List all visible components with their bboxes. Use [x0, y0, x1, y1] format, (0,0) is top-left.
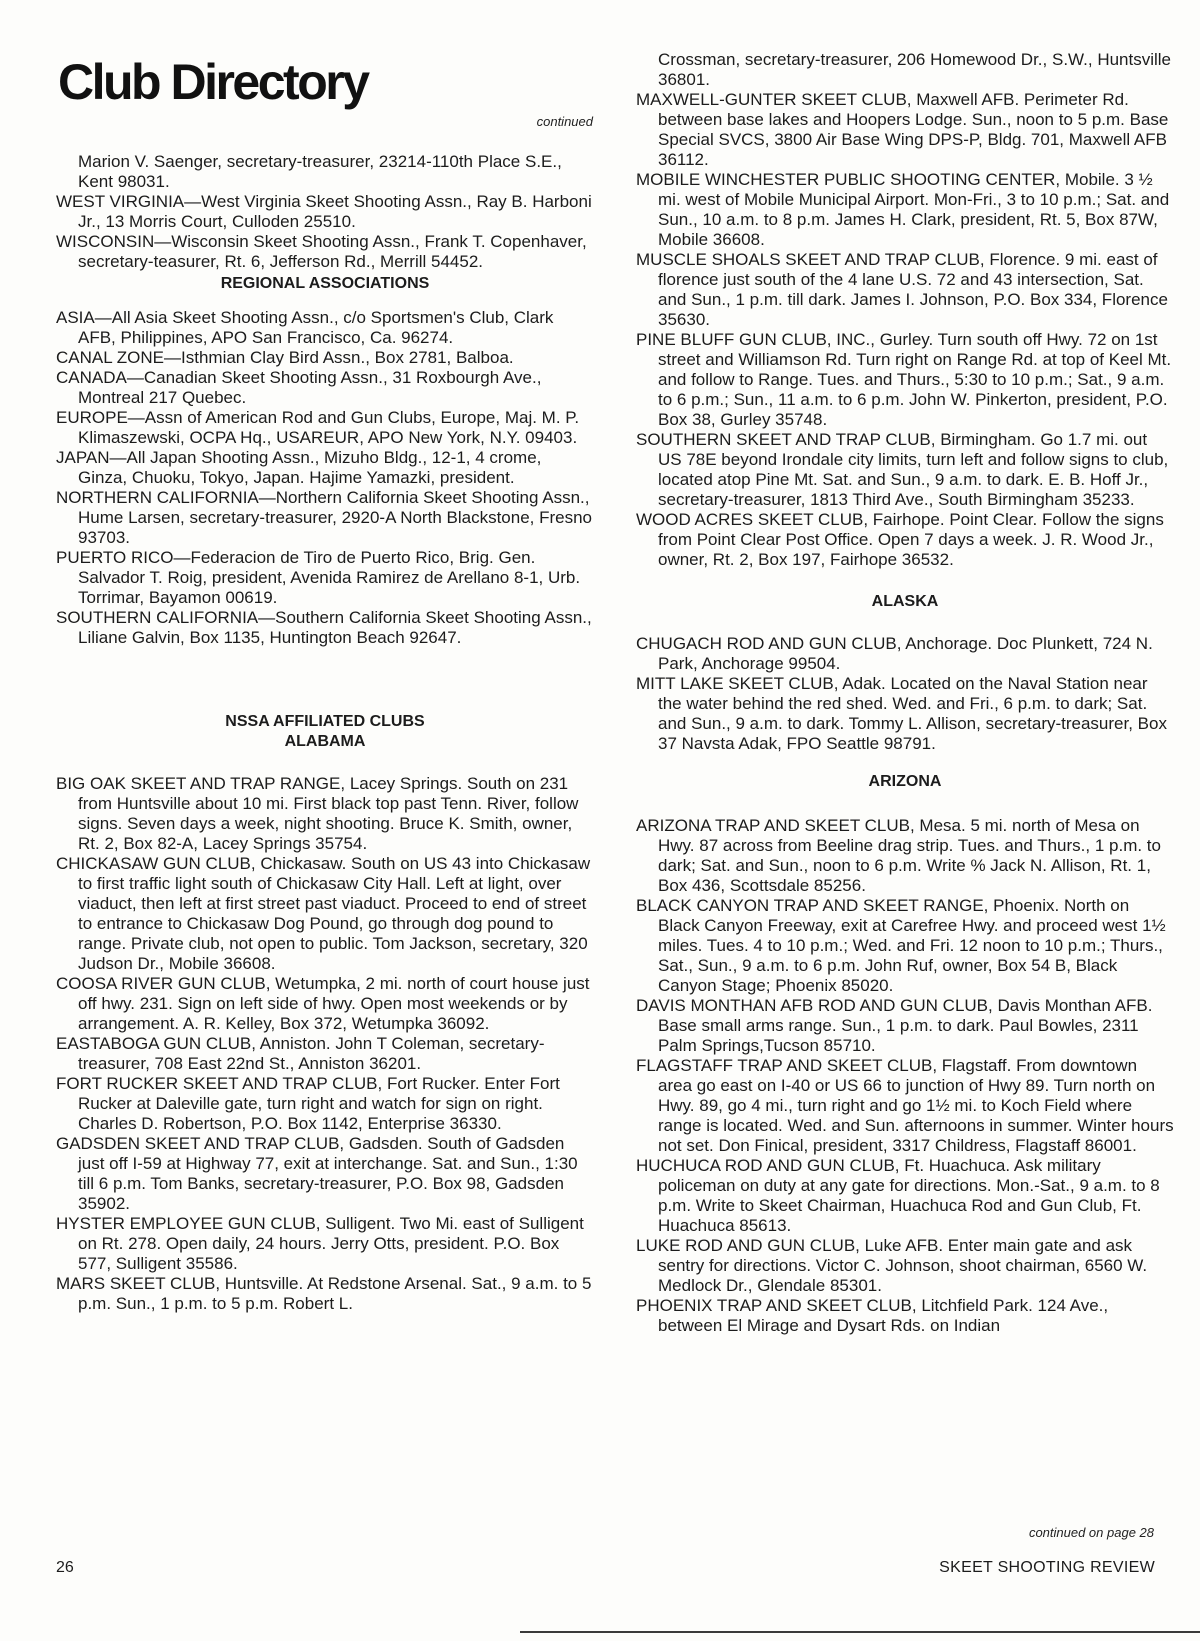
directory-entry: GADSDEN SKEET AND TRAP CLUB, Gadsden. South of Gadsden just off I-59 at Highway 77, exit at interchange. Sat. and Sun., 1:30 till 6 p.m. Tom Banks, secretary-treasurer, P.O. Box 98, Gadsden 35902.	[56, 1134, 578, 1213]
directory-entry: HUCHUCA ROD AND GUN CLUB, Ft. Huachuca. Ask military policeman on duty at any gate for directions. Mon.-Sat., 9 a.m. to 8 p.m. Write to Skeet Chairman, Huachuca Rod and Gun Club, Ft. Huachuca 85613.	[636, 1156, 1160, 1235]
directory-entry: CANAL ZONE—Isthmian Clay Bird Assn., Box 2781, Balboa.	[56, 348, 514, 367]
directory-entry: NORTHERN CALIFORNIA—Northern California Skeet Shooting Assn., Hume Larsen, secretary-treasurer, 2920-A North Blackstone, Fresno 93703.	[56, 488, 593, 547]
directory-entry: CHUGACH ROD AND GUN CLUB, Anchorage. Doc Plunkett, 724 N. Park, Anchorage 99504.	[636, 634, 1153, 673]
directory-entry: JAPAN—All Japan Shooting Assn., Mizuho Bldg., 12-1, 4 crome, Ginza, Chuoku, Tokyo, Japan. Hajime Yamazki, president.	[56, 448, 542, 487]
section-heading-affiliated: NSSA AFFILIATED CLUBS	[225, 713, 425, 730]
directory-entry: FORT RUCKER SKEET AND TRAP CLUB, Fort Rucker. Enter Fort Rucker at Daleville gate, turn right and watch for sign on right. Charles D. Robertson, P.O. Box 1142, Enterprise 36330.	[56, 1074, 560, 1133]
directory-entry: ARIZONA TRAP AND SKEET CLUB, Mesa. 5 mi. north of Mesa on Hwy. 87 across from Beeline drag strip. Tues. and Thurs., 1 p.m. to dark; Sat. and Sun., noon to 6 p.m. Write % Jack N. Allison, Rt. 1, Box 436, Scottsdale 85256.	[636, 816, 1161, 895]
directory-entry: DAVIS MONTHAN AFB ROD AND GUN CLUB, Davis Monthan AFB. Base small arms range. Sun., 1 p.m. to dark. Paul Bowles, 2311 Palm Springs,Tucson 85710.	[636, 996, 1153, 1055]
directory-entry: Marion V. Saenger, secretary-treasurer, 23214-110th Place S.E., Kent 98031.	[78, 152, 562, 191]
publication-name: SKEET SHOOTING REVIEW	[939, 1559, 1155, 1576]
directory-entry: WEST VIRGINIA—West Virginia Skeet Shooting Assn., Ray B. Harboni Jr., 13 Morris Court, Culloden 25510.	[56, 192, 592, 231]
section-heading-alabama: ALABAMA	[284, 733, 366, 750]
directory-entry: HYSTER EMPLOYEE GUN CLUB, Sulligent. Two Mi. east of Sulligent on Rt. 278. Open daily, 24 hours. Jerry Otts, president. P.O. Box 577, Sulligent 35586.	[56, 1214, 584, 1273]
directory-entry: LUKE ROD AND GUN CLUB, Luke AFB. Enter main gate and ask sentry for directions. Victor C. Johnson, shoot chairman, 6560 W. Medlock Dr., Glendale 85301.	[636, 1236, 1148, 1295]
bottom-rule	[520, 1631, 1200, 1633]
directory-entry: MUSCLE SHOALS SKEET AND TRAP CLUB, Florence. 9 mi. east of florence just south of the 4 lane U.S. 72 and 43 intersection, Sat. and Sun., 1 p.m. till dark. James I. Johnson, P.O. Box 334, Florence 35630.	[636, 250, 1168, 329]
right-column	[636, 50, 1174, 1336]
directory-entry: CHICKASAW GUN CLUB, Chickasaw. South on US 43 into Chickasaw to first traffic light south of Chickasaw City Hall. Left at light, over viaduct, then left at first street past viaduct. Proceed to end of street to entrance to Chickasaw Dog Pound, go through dog pound to range. Private club, not open to public. Tom Jackson, secretary, 320 Judson Dr., Mobile 36608.	[56, 854, 591, 973]
directory-entry: MITT LAKE SKEET CLUB, Adak. Located on the Naval Station near the water behind the red shed. Wed. and Fri., 6 p.m. to dark; Sat. and Sun., 9 a.m. to dark. Tommy L. Allison, secretary-treasurer, Box 37 Navsta Adak, FPO Seattle 98791.	[636, 674, 1167, 753]
directory-entry: PINE BLUFF GUN CLUB, INC., Gurley. Turn south off Hwy. 72 on 1st street and Williamson Rd. Turn right on Range Rd. at top of Keel Mt. and follow to Range. Tues. and Thurs., 5:30 to 10 p.m.; Sat., 9 a.m. to 6 p.m.; Sun., 11 a.m. to 6 p.m. John W. Pinkerton, president, P.O. Box 38, Gurley 35748.	[636, 330, 1172, 429]
directory-entry: FLAGSTAFF TRAP AND SKEET CLUB, Flagstaff. From downtown area go east on I-40 or US 66 to junction of Hwy 89. Turn north on Hwy. 89, go 4 mi., turn right and go 1½ mi. to Koch Field where range is located. Wed. and Sun. afternoons in summer. Winter hours not set. Don Finical, president, 3317 Childress, Flagstaff 86001.	[636, 1056, 1174, 1155]
directory-entry: MOBILE WINCHESTER PUBLIC SHOOTING CENTER, Mobile. 3 ½ mi. west of Mobile Municipal Airport. Mon-Fri., 3 to 10 p.m.; Sat. and Sun., 10 a.m. to 8 p.m. James H. Clark, president, Rt. 5, Box 87W, Mobile 36608.	[636, 170, 1170, 249]
directory-entry: ASIA—All Asia Skeet Shooting Assn., c/o Sportsmen's Club, Clark AFB, Philippines, APO San Francisco, Ca. 96274.	[56, 308, 554, 347]
section-heading-arizona: ARIZONA	[868, 773, 942, 790]
continued-on-label: continued on page 28	[1028, 1525, 1154, 1540]
directory-entry: BLACK CANYON TRAP AND SKEET RANGE, Phoenix. North on Black Canyon Freeway, exit at Carefree Hwy. and proceed west 1½ miles. Tues. 4 to 10 p.m.; Wed. and Fri. 12 noon to 10 p.m.; Thurs., Sat., Sun., 9 a.m. to 6 p.m. John Ruf, owner, Box 54 B, Black Canyon Stage; Phoenix 85020.	[636, 896, 1166, 995]
directory-entry: MAXWELL-GUNTER SKEET CLUB, Maxwell AFB. Perimeter Rd. between base lakes and Hoopers Lodge. Sun., noon to 5 p.m. Base Special SVCS, 3800 Air Base Wing DPS-P, Bldg. 701, Maxwell AFB 36112.	[636, 90, 1169, 169]
directory-entry: SOUTHERN SKEET AND TRAP CLUB, Birmingham. Go 1.7 mi. out US 78E beyond Irondale city limits, turn left and follow signs to club, located atop Pine Mt. Sat. and Sun., 9 a.m. to dark. E. B. Hoff Jr., secretary-treasurer, 1813 Third Ave., South Birmingham 35233.	[636, 430, 1169, 509]
directory-entry: WOOD ACRES SKEET CLUB, Fairhope. Point Clear. Follow the signs from Point Clear Post Office. Open 7 days a week. J. R. Wood Jr., owner, Rt. 2, Box 197, Fairhope 36532.	[636, 510, 1164, 569]
directory-entry: SOUTHERN CALIFORNIA—Southern California Skeet Shooting Assn., Liliane Galvin, Box 1135, Huntington Beach 92647.	[56, 608, 592, 647]
directory-entry: CANADA—Canadian Skeet Shooting Assn., 31 Roxbourgh Ave., Montreal 217 Quebec.	[56, 368, 542, 407]
section-heading-alaska: ALASKA	[871, 593, 939, 610]
directory-entry: MARS SKEET CLUB, Huntsville. At Redstone Arsenal. Sat., 9 a.m. to 5 p.m. Sun., 1 p.m. to 5 p.m. Robert L.	[56, 1274, 592, 1313]
section-heading-regional: REGIONAL ASSOCIATIONS	[220, 275, 430, 292]
directory-entry: PHOENIX TRAP AND SKEET CLUB, Litchfield Park. 124 Ave., between El Mirage and Dysart Rds. on Indian	[636, 1296, 1109, 1335]
page-number: 26	[56, 1559, 74, 1576]
directory-entry: EUROPE—Assn of American Rod and Gun Clubs, Europe, Maj. M. P. Klimaszewski, OCPA Hq., USAREUR, APO New York, N.Y. 09403.	[56, 408, 580, 447]
directory-entry: COOSA RIVER GUN CLUB, Wetumpka, 2 mi. north of court house just off hwy. 231. Sign on left side of hwy. Open most weekends or by arrangement. A. R. Kelley, Box 372, Wetumpka 36092.	[56, 974, 590, 1033]
directory-entry: PUERTO RICO—Federacion de Tiro de Puerto Rico, Brig. Gen. Salvador T. Roig, president, Avenida Ramirez de Arellano 8-1, Urb. Torrimar, Bayamon 00619.	[56, 548, 581, 607]
left-column	[56, 152, 594, 1314]
directory-entry: WISCONSIN—Wisconsin Skeet Shooting Assn., Frank T. Copenhaver, secretary-teasurer, Rt. 6, Jefferson Rd., Merrill 54452.	[56, 232, 587, 271]
directory-entry-continued: Crossman, secretary-treasurer, 206 Homewood Dr., S.W., Huntsville 36801.	[658, 50, 1172, 89]
directory-entry: BIG OAK SKEET AND TRAP RANGE, Lacey Springs. South on 231 from Huntsville about 10 mi. First black top past Tenn. River, follow signs. Seven days a week, night shooting. Bruce K. Smith, owner, Rt. 2, Box 82-A, Lacey Springs 35754.	[56, 774, 579, 853]
continued-label: continued	[536, 114, 593, 129]
directory-entry: EASTABOGA GUN CLUB, Anniston. John T Coleman, secretary-treasurer, 708 East 22nd St., Anniston 36201.	[56, 1034, 545, 1073]
page-title: Club Directory	[58, 54, 368, 110]
